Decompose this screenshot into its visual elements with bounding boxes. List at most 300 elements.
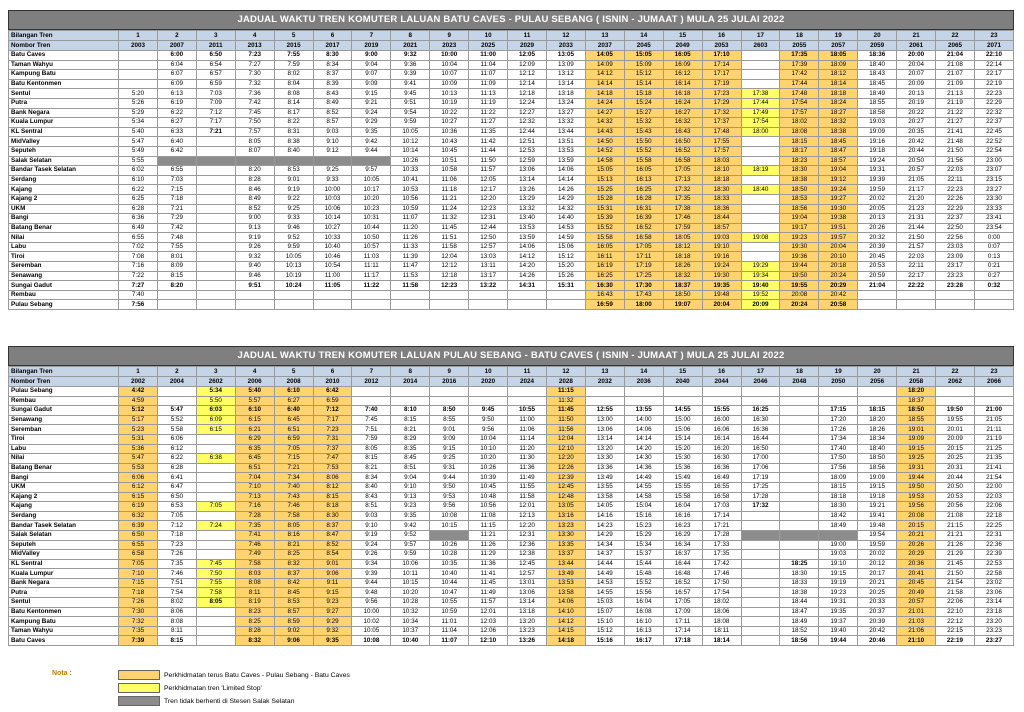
time-cell: 15:52 (624, 578, 663, 588)
time-cell (741, 521, 780, 531)
time-cell (430, 396, 469, 406)
time-cell: 9:32 (391, 51, 430, 61)
time-cell (119, 60, 158, 70)
time-cell: 20:05 (858, 204, 897, 214)
time-cell (157, 156, 196, 166)
time-cell: 5:50 (196, 396, 235, 406)
time-cell: 12:09 (508, 60, 547, 70)
time-cell: 8:52 (235, 204, 274, 214)
time-cell: 8:25 (235, 617, 274, 627)
time-cell: 15:52 (624, 146, 663, 156)
time-cell (741, 530, 780, 540)
table-row (9, 194, 1014, 204)
time-cell: 15:58 (663, 492, 702, 502)
time-cell: 12:55 (585, 406, 624, 416)
table-row (9, 598, 1014, 608)
station-name: Bandar Tasek Selatan (9, 166, 119, 176)
time-cell: 6:55 (157, 166, 196, 176)
time-cell: 0:07 (974, 242, 1013, 252)
time-cell: 8:01 (157, 252, 196, 262)
time-cell: 11:32 (430, 214, 469, 224)
time-cell: 13:36 (585, 463, 624, 473)
time-cell: 9:33 (274, 214, 313, 224)
time-cell: 22:06 (936, 598, 975, 608)
time-cell (391, 387, 430, 397)
time-cell: 9:21 (352, 98, 391, 108)
header-cell: 21 (897, 367, 936, 377)
time-cell: 19:17 (780, 223, 819, 233)
table-row (9, 137, 1014, 147)
time-cell: 16:58 (702, 492, 741, 502)
time-cell: 22:19 (936, 636, 975, 646)
time-cell: 23:54 (974, 223, 1013, 233)
time-cell: 17:46 (702, 569, 741, 579)
time-cell: 6:39 (119, 521, 158, 531)
time-cell (780, 521, 819, 531)
time-cell: 21:08 (936, 511, 975, 521)
time-cell: 10:58 (430, 166, 469, 176)
time-cell (897, 290, 936, 300)
time-cell: 19:54 (858, 530, 897, 540)
time-cell: 17:26 (819, 425, 858, 435)
time-cell: 6:10 (235, 406, 274, 416)
time-cell: 11:07 (391, 214, 430, 224)
station-name: Rembau (9, 290, 119, 300)
time-cell: 8:51 (391, 463, 430, 473)
time-cell: 19:31 (819, 598, 858, 608)
time-cell: 19:48 (858, 521, 897, 531)
time-cell: 16:17 (624, 636, 663, 646)
time-cell: 18:30 (819, 502, 858, 512)
time-cell: 10:04 (430, 60, 469, 70)
time-cell (274, 300, 313, 310)
time-cell: 11:05 (313, 281, 352, 291)
time-cell: 7:12 (196, 108, 235, 118)
time-cell (313, 156, 352, 166)
time-cell: 7:15 (119, 578, 158, 588)
time-cell: 16:55 (702, 482, 741, 492)
time-cell: 8:37 (313, 521, 352, 531)
time-cell (741, 70, 780, 80)
time-cell: 7:31 (313, 434, 352, 444)
time-cell: 10:02 (352, 617, 391, 627)
time-cell: 6:35 (235, 444, 274, 454)
time-cell: 5:34 (196, 387, 235, 397)
station-name: Sentul (9, 598, 119, 608)
train-count-row (9, 367, 1014, 377)
time-cell (741, 607, 780, 617)
time-cell: 18:37 (663, 281, 702, 291)
time-cell: 18:56 (858, 463, 897, 473)
time-cell: 12:57 (508, 569, 547, 579)
time-cell: 21:45 (936, 559, 975, 569)
time-cell: 15:31 (546, 281, 585, 291)
time-cell: 18:50 (663, 290, 702, 300)
time-cell: 7:04 (235, 473, 274, 483)
time-cell: 12:45 (508, 559, 547, 569)
station-name: Labu (9, 444, 119, 454)
header-cell: 16 (702, 367, 741, 377)
time-cell: 13:05 (546, 502, 585, 512)
time-cell: 14:36 (624, 463, 663, 473)
time-cell: 18:00 (741, 127, 780, 137)
header-cell: 2046 (741, 377, 780, 387)
time-cell: 13:55 (585, 482, 624, 492)
legend-item (118, 670, 350, 680)
time-cell: 20:56 (936, 502, 975, 512)
time-cell: 10:14 (313, 214, 352, 224)
station-name: Taman Wahyu (9, 60, 119, 70)
time-cell: 19:16 (858, 137, 897, 147)
time-cell: 13:01 (508, 578, 547, 588)
time-cell: 20:29 (819, 281, 858, 291)
time-cell: 12:31 (508, 530, 547, 540)
time-cell: 7:57 (235, 127, 274, 137)
time-cell (196, 290, 235, 300)
time-cell: 18:56 (780, 636, 819, 646)
time-cell: 20:02 (858, 194, 897, 204)
time-cell: 15:29 (624, 530, 663, 540)
time-cell: 16:09 (663, 60, 702, 70)
header-cell: 2048 (780, 377, 819, 387)
time-cell: 9:50 (469, 415, 508, 425)
time-cell: 7:45 (235, 108, 274, 118)
time-cell: 21:07 (936, 70, 975, 80)
table-row (9, 425, 1014, 435)
time-cell: 11:26 (391, 233, 430, 243)
header-cell: 8 (391, 31, 430, 41)
time-cell: 11:01 (430, 617, 469, 627)
time-cell: 22:45 (974, 127, 1013, 137)
time-cell: 16:37 (663, 550, 702, 560)
time-cell: 22:10 (974, 51, 1013, 61)
time-cell: 9:42 (352, 137, 391, 147)
time-cell: 6:47 (157, 482, 196, 492)
time-cell: 5:29 (119, 108, 158, 118)
time-cell (196, 194, 235, 204)
time-cell: 16:30 (741, 415, 780, 425)
time-cell: 20:58 (819, 300, 858, 310)
time-cell: 10:03 (313, 194, 352, 204)
time-cell: 10:08 (430, 511, 469, 521)
header-cell: 2050 (819, 377, 858, 387)
time-cell (741, 578, 780, 588)
header-cell: 2033 (546, 41, 585, 51)
time-cell: 10:31 (352, 214, 391, 224)
time-cell: 5:52 (157, 415, 196, 425)
legend-swatch-orange (118, 670, 160, 680)
header-cell: 8 (391, 367, 430, 377)
header-cell: 2049 (663, 41, 702, 51)
train-number-row (9, 41, 1014, 51)
time-cell: 18:44 (702, 214, 741, 224)
header-cell: 5 (274, 31, 313, 41)
time-cell: 21:04 (936, 51, 975, 61)
time-cell: 7:58 (235, 559, 274, 569)
time-cell: 9:00 (235, 214, 274, 224)
table-row (9, 262, 1014, 272)
header-cell: 2011 (196, 41, 235, 51)
time-cell: 22:10 (936, 607, 975, 617)
time-cell: 8:17 (274, 108, 313, 118)
time-cell: 11:32 (546, 396, 585, 406)
time-cell (157, 300, 196, 310)
time-cell: 16:29 (663, 530, 702, 540)
table-row (9, 387, 1014, 397)
time-cell: 15:31 (585, 204, 624, 214)
time-cell (196, 175, 235, 185)
time-cell: 21:05 (897, 175, 936, 185)
time-cell: 6:29 (235, 434, 274, 444)
station-name: Kampung Batu (9, 70, 119, 80)
time-cell: 7:54 (157, 588, 196, 598)
time-cell: 21:20 (897, 194, 936, 204)
station-name: MidValley (9, 550, 119, 560)
table-row (9, 204, 1014, 214)
time-cell: 22:00 (974, 482, 1013, 492)
time-cell: 7:58 (274, 511, 313, 521)
time-cell: 18:50 (858, 454, 897, 464)
legend-item (118, 696, 294, 706)
header-cell: 2029 (508, 41, 547, 51)
time-cell (157, 290, 196, 300)
time-cell: 17:09 (663, 607, 702, 617)
time-cell: 8:59 (274, 617, 313, 627)
time-cell: 7:15 (157, 185, 196, 195)
time-cell: 11:21 (469, 530, 508, 540)
time-cell (313, 300, 352, 310)
header-cell: 20 (858, 31, 897, 41)
time-cell: 9:53 (430, 492, 469, 502)
time-cell: 21:50 (936, 569, 975, 579)
time-cell: 12:24 (508, 98, 547, 108)
time-cell: 9:39 (352, 569, 391, 579)
time-cell (274, 290, 313, 300)
time-cell: 13:44 (546, 127, 585, 137)
time-cell: 16:05 (585, 242, 624, 252)
time-cell: 16:06 (702, 425, 741, 435)
time-cell: 18:12 (663, 242, 702, 252)
table-row (9, 550, 1014, 560)
time-cell: 17:19 (624, 262, 663, 272)
time-cell: 18:06 (702, 607, 741, 617)
time-cell (780, 387, 819, 397)
time-cell: 10:09 (430, 79, 469, 89)
time-cell: 7:21 (196, 127, 235, 137)
time-cell: 12:01 (508, 502, 547, 512)
table-row (9, 108, 1014, 118)
time-cell: 12:26 (546, 463, 585, 473)
station-name: Labu (9, 242, 119, 252)
time-cell: 10:24 (274, 281, 313, 291)
time-cell: 10:59 (430, 607, 469, 617)
time-cell (196, 434, 235, 444)
time-cell: 12:12 (508, 70, 547, 80)
time-cell: 17:46 (663, 214, 702, 224)
time-cell (157, 396, 196, 406)
time-cell: 16:04 (624, 598, 663, 608)
header-cell: 2603 (741, 41, 780, 51)
time-cell: 9:50 (430, 482, 469, 492)
time-cell: 17:13 (663, 175, 702, 185)
time-cell: 19:04 (780, 214, 819, 224)
time-cell: 10:53 (391, 185, 430, 195)
time-cell: 21:27 (936, 118, 975, 128)
time-cell: 8:40 (274, 146, 313, 156)
time-cell: 17:11 (663, 617, 702, 627)
time-cell: 10:13 (430, 89, 469, 99)
time-cell: 11:22 (352, 281, 391, 291)
time-cell: 19:25 (897, 454, 936, 464)
time-cell: 20:17 (858, 569, 897, 579)
time-cell: 22:11 (936, 175, 975, 185)
time-cell: 10:22 (430, 108, 469, 118)
time-cell: 15:48 (624, 569, 663, 579)
time-cell: 19:36 (780, 252, 819, 262)
time-cell: 14:14 (585, 79, 624, 89)
header-cell: 2062 (936, 377, 975, 387)
time-cell: 22:58 (974, 569, 1013, 579)
time-cell (352, 396, 391, 406)
time-cell: 11:51 (430, 233, 469, 243)
time-cell: 13:09 (546, 60, 585, 70)
time-cell: 18:57 (819, 156, 858, 166)
table-row (9, 607, 1014, 617)
time-cell: 22:39 (974, 550, 1013, 560)
time-cell: 8:28 (235, 175, 274, 185)
time-cell: 12:13 (508, 511, 547, 521)
time-cell (780, 482, 819, 492)
table-row (9, 290, 1014, 300)
time-cell: 11:36 (508, 463, 547, 473)
time-cell: 16:36 (741, 425, 780, 435)
time-cell (352, 300, 391, 310)
time-cell: 7:51 (352, 425, 391, 435)
time-cell: 12:04 (430, 252, 469, 262)
time-cell: 17:49 (741, 108, 780, 118)
time-cell: 13:18 (508, 607, 547, 617)
time-cell: 5:47 (119, 137, 158, 147)
time-cell: 10:36 (430, 127, 469, 137)
time-cell: 23:02 (974, 578, 1013, 588)
time-cell: 12:03 (469, 617, 508, 627)
time-cell: 7:17 (196, 118, 235, 128)
time-cell: 16:57 (663, 588, 702, 598)
time-cell: 11:49 (469, 588, 508, 598)
time-cell: 19:01 (897, 425, 936, 435)
timetable-title: JADUAL WAKTU TREN KOMUTER LALUAN PULAU SEBANG - BATU CAVES ( ISNIN - JUMAAT ) MULA 25 JULAI 2022 (8, 346, 1014, 366)
time-cell: 22:03 (974, 492, 1013, 502)
time-cell: 8:02 (157, 598, 196, 608)
time-cell (196, 233, 235, 243)
time-cell: 13:14 (508, 175, 547, 185)
time-cell: 7:36 (235, 89, 274, 99)
header-cell: 10 (469, 31, 508, 41)
time-cell: 7:03 (196, 89, 235, 99)
time-cell: 19:38 (819, 214, 858, 224)
table-row (9, 617, 1014, 627)
time-cell: 5:55 (119, 156, 158, 166)
header-cell: 2032 (585, 377, 624, 387)
time-cell: 18:15 (858, 406, 897, 416)
time-cell: 13:20 (508, 617, 547, 627)
time-cell: 8:52 (313, 540, 352, 550)
time-cell: 14:14 (546, 175, 585, 185)
time-cell: 15:14 (624, 79, 663, 89)
time-cell: 15:03 (585, 598, 624, 608)
time-cell: 11:33 (391, 242, 430, 252)
time-cell: 22:15 (936, 626, 975, 636)
time-cell: 15:20 (663, 444, 702, 454)
time-cell: 8:38 (274, 137, 313, 147)
time-cell (235, 290, 274, 300)
time-cell: 8:08 (235, 578, 274, 588)
time-cell: 0:21 (974, 262, 1013, 272)
time-cell (936, 290, 975, 300)
time-cell: 20:41 (897, 569, 936, 579)
time-cell (741, 636, 780, 646)
time-cell: 7:05 (196, 502, 235, 512)
station-name: Batu Caves (9, 636, 119, 646)
time-cell: 13:12 (546, 70, 585, 80)
header-cell: 2019 (352, 41, 391, 51)
time-cell: 7:16 (235, 502, 274, 512)
time-cell (702, 396, 741, 406)
time-cell (741, 223, 780, 233)
time-cell: 12:05 (469, 175, 508, 185)
header-cell: 2 (157, 367, 196, 377)
time-cell: 5:23 (119, 425, 158, 435)
time-cell (196, 214, 235, 224)
time-cell: 7:29 (157, 214, 196, 224)
table-row (9, 98, 1014, 108)
header-cell: 2023 (430, 41, 469, 51)
time-cell: 8:08 (274, 89, 313, 99)
station-name: Kuala Lumpur (9, 569, 119, 579)
time-cell: 6:55 (119, 233, 158, 243)
time-cell: 20:59 (858, 271, 897, 281)
time-cell: 17:15 (819, 406, 858, 416)
time-cell (741, 588, 780, 598)
time-cell: 20:04 (897, 60, 936, 70)
time-cell: 9:56 (352, 598, 391, 608)
time-cell: 8:06 (313, 473, 352, 483)
time-cell: 8:50 (430, 406, 469, 416)
time-cell: 18:11 (702, 626, 741, 636)
time-cell: 10:33 (313, 233, 352, 243)
station-name: Rembau (9, 396, 119, 406)
time-cell: 22:14 (974, 60, 1013, 70)
time-cell: 10:40 (313, 242, 352, 252)
time-cell: 17:42 (780, 70, 819, 80)
time-cell: 15:37 (624, 550, 663, 560)
time-cell (196, 607, 235, 617)
table-row (9, 252, 1014, 262)
time-cell (585, 387, 624, 397)
time-cell: 17:05 (663, 598, 702, 608)
time-cell: 6:09 (157, 79, 196, 89)
time-cell: 18:34 (858, 434, 897, 444)
time-cell: 9:26 (235, 242, 274, 252)
time-cell: 8:16 (274, 530, 313, 540)
time-cell (741, 540, 780, 550)
time-cell: 10:14 (391, 146, 430, 156)
time-cell: 21:11 (974, 425, 1013, 435)
time-cell: 17:11 (624, 252, 663, 262)
time-cell: 10:37 (391, 626, 430, 636)
time-cell: 19:16 (702, 252, 741, 262)
time-cell (741, 146, 780, 156)
